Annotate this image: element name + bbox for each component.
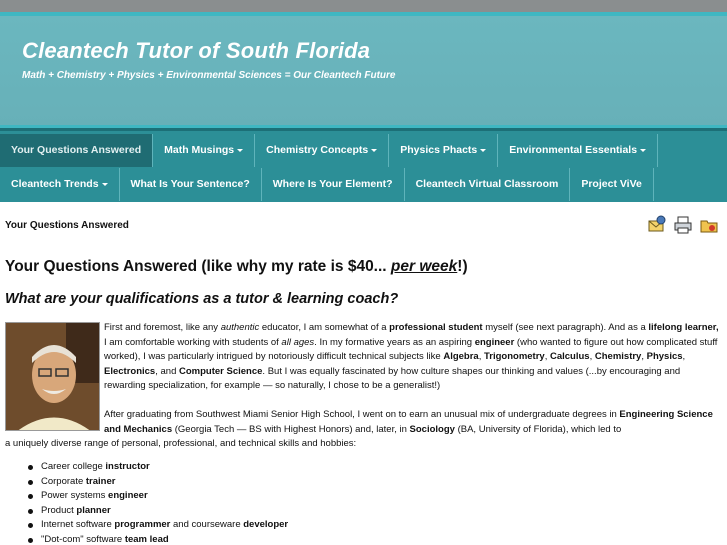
- email-icon[interactable]: [647, 215, 667, 235]
- nav-item-environmental-essentials[interactable]: [498, 134, 658, 167]
- intro-paragraph: First and foremost, like any authentic educator, I am somewhat of a professional student myself (see next paragraph). And as a lifelong learner, I am comfortable working with students of all ages. In my formative years as an aspiring engineer (who wanted to figure out how complicated stuff worked), I was particularly intrigued by notoriously difficult technical subjects like Algebra, Trigonometry, Calculus, Chemistry, Physics, Electronics, and Computer Science. But I was equally fascinated by how culture shapes our thinking and values (...by encouraging and rewarding specialization, for example — so naturally, I chose to be a generalist!): [104, 322, 719, 392]
- nav-label: Chemistry Concepts: [266, 144, 369, 156]
- list-item: "Dot-com" software team lead: [27, 533, 288, 545]
- chevron-down-icon: [480, 149, 486, 152]
- nav-row-1: [0, 134, 658, 167]
- nav-label: Physics Phacts: [400, 144, 478, 156]
- page-title-text: Your Questions Answered (like why my rate is $40...: [5, 258, 387, 275]
- nav-item-math-musings[interactable]: [153, 134, 255, 167]
- nav-label: Math Musings: [164, 144, 235, 156]
- page-title-tail: !): [457, 258, 468, 275]
- nav-label: Where Is Your Element?: [272, 178, 393, 190]
- page-title-emphasis[interactable]: per week: [390, 258, 458, 275]
- chevron-down-icon: [371, 149, 377, 152]
- nav-label: Cleantech Trends: [11, 178, 99, 190]
- education-paragraph: After graduating from Southwest Miami Senior High School, I went on to earn an unusual mix of undergraduate degrees in Engineering Science and Mechanics (Georgia Tech — BS with Highest Honors) and, later, in Sociology (BA, University of Florida), which led to: [104, 409, 713, 435]
- page-title: [5, 258, 468, 276]
- education-paragraph-continued: a uniquely diverse range of personal, professional, and technical skills and hobbies:: [5, 438, 357, 449]
- site-header: [0, 16, 727, 128]
- article-tools: [647, 215, 719, 235]
- nav-item-what-is-your-sentence[interactable]: [120, 168, 262, 201]
- pdf-icon[interactable]: [699, 215, 719, 235]
- nav-label: Project ViVe: [581, 178, 642, 190]
- main-content: [0, 202, 727, 545]
- print-icon[interactable]: [673, 215, 693, 235]
- chevron-down-icon: [640, 149, 646, 152]
- nav-item-chemistry-concepts[interactable]: [255, 134, 389, 167]
- nav-item-cleantech-virtual-classroom[interactable]: [405, 168, 571, 201]
- list-item: Product planner: [27, 504, 288, 519]
- nav-item-where-is-your-element[interactable]: [262, 168, 405, 201]
- site-slogan: Math + Chemistry + Physics + Environmental Sciences = Our Cleantech Future: [22, 70, 396, 81]
- nav-item-project-vive[interactable]: [570, 168, 654, 201]
- nav-row-2: [0, 168, 654, 201]
- list-item: Corporate trainer: [27, 475, 288, 490]
- nav-item-physics-phacts[interactable]: [389, 134, 498, 167]
- nav-item-cleantech-trends[interactable]: [0, 168, 120, 201]
- nav-item-your-questions-answered[interactable]: [0, 134, 153, 167]
- section-heading: What are your qualifications as a tutor & learning coach?: [5, 291, 399, 307]
- browser-top-bar: [0, 0, 727, 12]
- breadcrumb: Your Questions Answered: [5, 220, 129, 231]
- main-nav: [0, 131, 727, 202]
- list-item: Power systems engineer: [27, 489, 288, 504]
- list-item: Career college instructor: [27, 460, 288, 475]
- nav-label: Your Questions Answered: [11, 144, 142, 156]
- chevron-down-icon: [237, 149, 243, 152]
- tutor-photo: [5, 322, 100, 431]
- list-item: Internet software programmer and courseware developer: [27, 518, 288, 533]
- nav-label: Environmental Essentials: [509, 144, 638, 156]
- nav-label: What Is Your Sentence?: [130, 178, 250, 190]
- skills-list: [27, 460, 288, 545]
- site-title[interactable]: Cleantech Tutor of South Florida: [22, 38, 371, 63]
- nav-label: Cleantech Virtual Classroom: [415, 178, 559, 190]
- chevron-down-icon: [102, 183, 108, 186]
